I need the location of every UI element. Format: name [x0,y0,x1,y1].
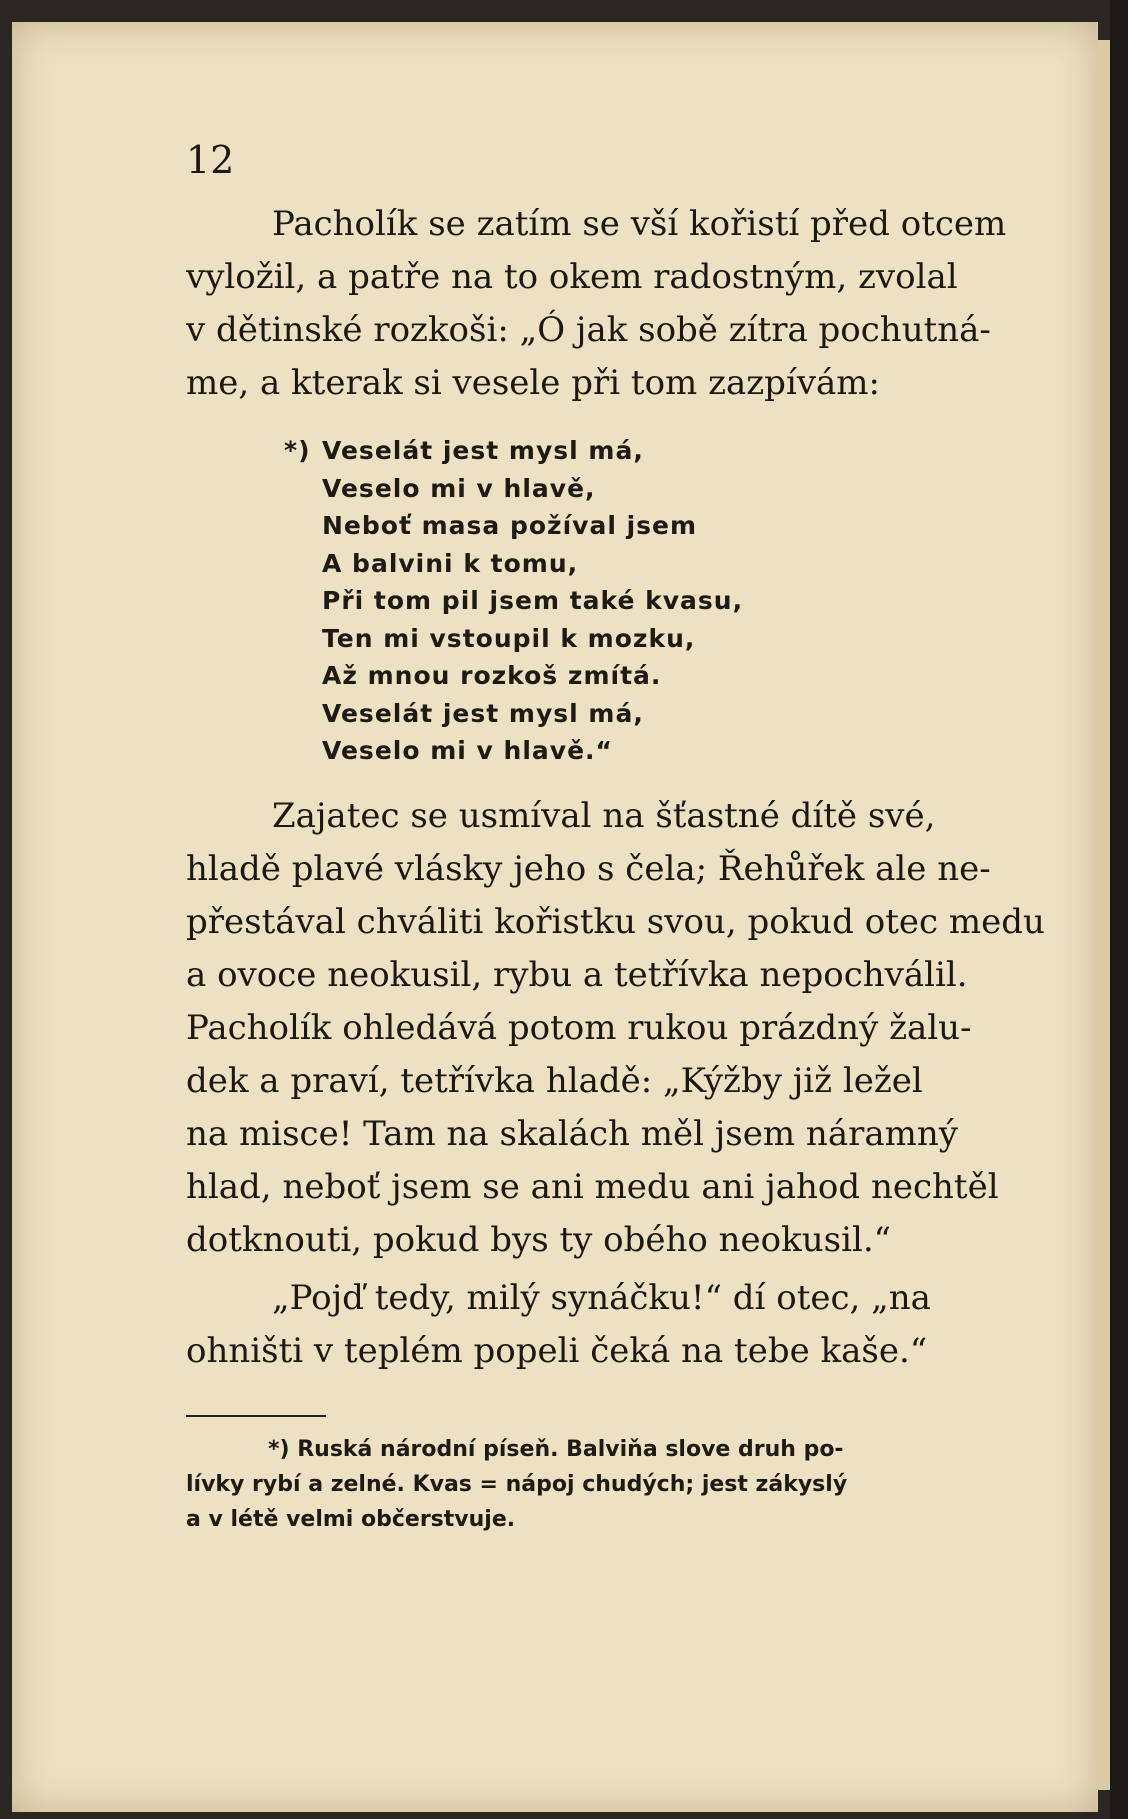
text-line: „Pojď tedy, milý synáčku!“ dí otec, „na [272,1278,931,1318]
text-line: Pacholík ohledává potom rukou prázdný žalu- [186,1008,972,1048]
paragraph-1 [186,198,1018,410]
verse-line: Veselo mi v hlavě.“ [322,736,613,765]
page-number: 12 [186,138,235,182]
footnote-line: lívky rybí a zelné. Kvas = nápoj chudých; jest zákyslý [186,1472,848,1497]
text-line: přestával chváliti kořistku svou, pokud otec medu [186,902,1045,942]
song-verse [284,432,744,770]
footnote-marker: *) [284,436,311,465]
text-line: v dětinské rozkoši: „Ó jak sobě zítra pochutná- [186,310,991,350]
paragraph-2 [186,790,1045,1267]
verse-line: Neboť masa požíval jsem [322,511,698,540]
text-line: ohništi v teplém popeli čeká na tebe kaše.“ [186,1331,928,1371]
text-line: a ovoce neokusil, rybu a tetřívka nepochválil. [186,955,968,995]
verse-line: Veselo mi v hlavě, [322,473,596,503]
verse-line: A balvini k tomu, [322,548,579,578]
verse-line: Při tom pil jsem také kvasu, [322,586,744,615]
page-edge [1098,40,1110,1790]
text-line: dotknouti, pokud bys ty obého neokusil.“ [186,1220,892,1260]
book-spine [1110,0,1128,1819]
text-line: Pacholík se zatím se vší kořistí před otcem [272,204,1007,244]
verse-line: Veselát jest mysl má, [322,698,644,728]
verse-line: Ten mi vstoupil k mozku, [322,623,696,653]
footnote-divider [186,1415,326,1417]
text-line: na misce! Tam na skalách měl jsem náramný [186,1114,958,1154]
footnote-line: a v létě velmi občerstvuje. [186,1507,516,1532]
text-line: hlad, neboť jsem se ani medu ani jahod nechtěl [186,1167,999,1207]
verse-line: Veselát jest mysl má, [322,436,644,465]
text-line: me, a kterak si vesele při tom zazpívám: [186,363,880,403]
footnote [186,1432,1018,1537]
verse-line: Až mnou rozkoš zmítá. [322,661,662,690]
text-line: dek a praví, tetřívka hladě: „Kýžby již ležel [186,1061,923,1101]
text-line: hladě plavé vlásky jeho s čela; Řehůřek ale ne- [186,849,991,889]
paragraph-3 [186,1272,1018,1378]
text-line: vyložil, a patře na to okem radostným, zvolal [186,257,958,297]
text-line: Zajatec se usmíval na šťastné dítě své, [272,796,936,836]
footnote-line: *) Ruská národní píseň. Balviňa slove druh po- [268,1437,844,1462]
